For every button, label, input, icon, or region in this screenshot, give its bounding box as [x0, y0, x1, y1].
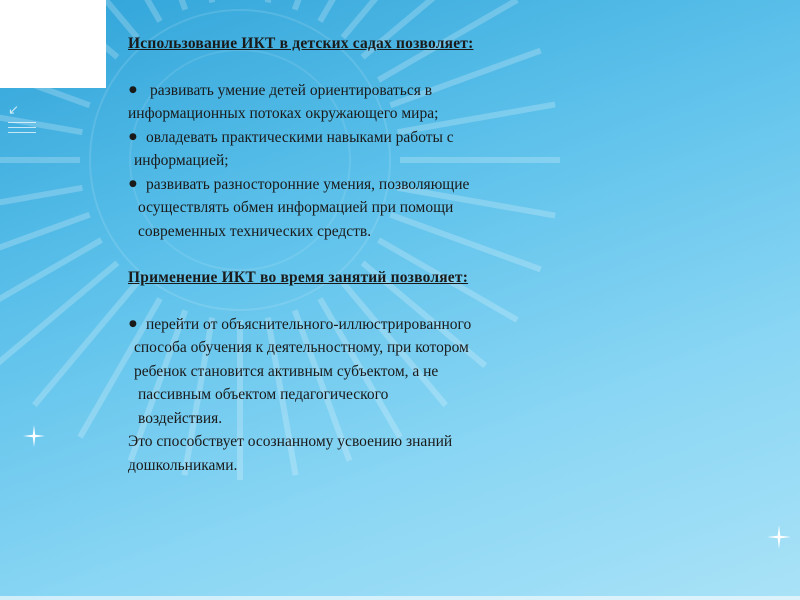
bottom-border — [0, 596, 800, 600]
bullet-icon: ● — [129, 318, 137, 329]
conclusion-line: дошкольниками. — [128, 456, 238, 474]
list-item-continuation: пассивным объектом педагогического — [138, 386, 389, 403]
conclusion-line: Это способствует осознанному усвоению знаний — [128, 433, 453, 450]
sparkle-icon — [766, 524, 792, 550]
slide-text — [128, 32, 588, 477]
light-ray — [0, 215, 90, 270]
section1-heading: Использование ИКТ в детских садах позволяет: — [128, 35, 474, 52]
list-item-continuation: осуществлять обмен информацией при помощи — [138, 199, 454, 216]
list-item: ● овладевать практическими навыками работы с — [128, 126, 588, 150]
light-ray — [131, 0, 186, 10]
bullet-icon: ● — [129, 84, 137, 95]
light-ray — [268, 0, 296, 2]
section2-heading: Применение ИКТ во время занятий позволяет: — [128, 269, 469, 286]
list-item-continuation: информационных потоках окружающего мира; — [128, 105, 439, 122]
decorative-lines — [8, 122, 36, 137]
list-item-continuation: современных технических средств. — [138, 222, 372, 240]
sparkle-icon — [22, 424, 46, 448]
white-corner-block — [0, 0, 106, 88]
list-item: ● развивать умение детей ориентироваться в — [128, 79, 588, 103]
light-ray — [0, 188, 82, 216]
bullet-icon: ● — [129, 178, 137, 189]
arrow-icon: ↙ — [8, 103, 19, 118]
light-ray — [295, 0, 350, 10]
light-ray — [0, 240, 101, 320]
light-ray — [0, 263, 117, 366]
light-ray — [184, 0, 212, 2]
list-item-continuation: воздействия. — [138, 409, 223, 427]
list-item-continuation: информацией; — [134, 152, 229, 169]
light-ray — [320, 0, 400, 21]
list-item: ● развивать разносторонние умения, позволяющие — [128, 173, 588, 197]
light-ray — [34, 283, 137, 406]
bullet-icon: ● — [129, 131, 137, 142]
list-item: ● перейти от объяснительного-иллюстрированного — [128, 313, 588, 337]
list-item-continuation: способа обучения к деятельностному, при котором — [134, 339, 469, 356]
list-item-continuation: ребенок становится активным субъектом, а не — [134, 362, 439, 380]
